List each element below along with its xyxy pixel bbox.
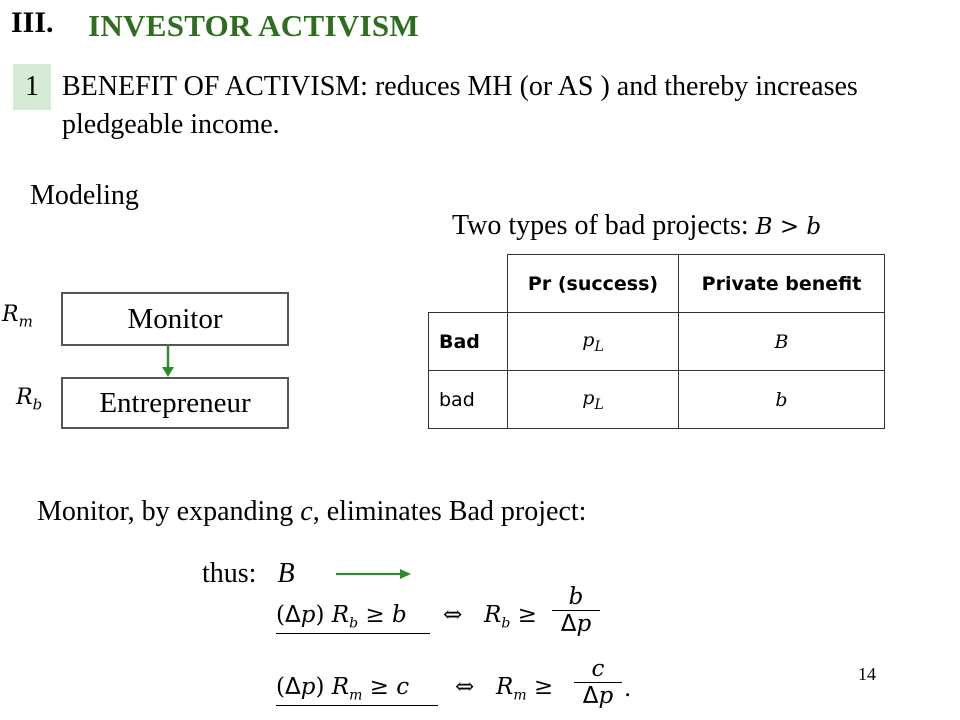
- monitor-statement: [37, 496, 586, 528]
- header-pr-success: Pr (success): [508, 255, 679, 313]
- monitor-statement-after: , eliminates Bad project:: [312, 496, 587, 527]
- rm-label: $R_m$: [2, 302, 33, 331]
- equation-2-rhs: $R_m$ ≥: [496, 674, 554, 704]
- cell-prob: $p_L$: [508, 371, 679, 429]
- thus-line: [202, 558, 295, 590]
- project-types-table: [428, 254, 885, 429]
- equation-1-numerator: b: [568, 584, 584, 610]
- entrepreneur-box: [61, 377, 289, 429]
- cell-prob: $p_L$: [508, 313, 679, 371]
- rb-label: $R_b$: [16, 385, 43, 414]
- modeling-label: Modeling: [30, 180, 139, 211]
- bad-project-types-line: [452, 210, 821, 242]
- equation-1-lhs: (Δp) $R_b \ge b$: [276, 602, 407, 632]
- row-label-bad-upper: Bad: [429, 313, 508, 371]
- equation-2-lhs: (Δp) $R_m \ge c$: [276, 674, 410, 704]
- cell-benefit: B: [679, 313, 885, 371]
- monitor-statement-var: c: [300, 496, 313, 527]
- equation-1-iff: ⇔: [443, 602, 463, 628]
- table-row: [429, 371, 885, 429]
- table-corner-cell: [429, 255, 508, 313]
- monitor-label: Monitor: [127, 303, 223, 335]
- section-number: III.: [11, 6, 54, 39]
- monitor-statement-before: Monitor, by expanding: [37, 496, 301, 527]
- equation-2-underline: [276, 705, 438, 706]
- entrepreneur-label: Entrepreneur: [99, 387, 251, 419]
- header-private-benefit: Private benefit: [679, 255, 885, 313]
- equation-2-period: .: [624, 676, 632, 702]
- cell-benefit: b: [679, 371, 885, 429]
- equation-1-underline: [276, 633, 430, 634]
- monitor-box: [61, 292, 289, 346]
- equation-1-denominator: Δp: [552, 610, 600, 637]
- page-number: 14: [858, 664, 876, 684]
- table-header-row: [429, 255, 885, 313]
- benefit-text: BENEFIT OF ACTIVISM: reduces MH (or AS ) and thereby increases pledgeable income.: [62, 71, 858, 140]
- bad-project-types-formula: B > b: [755, 214, 822, 240]
- equation-2-iff: ⇔: [455, 674, 475, 700]
- bad-project-types-text: Two types of bad projects:: [452, 210, 749, 241]
- equation-2-denominator: Δp: [574, 682, 622, 709]
- equation-1-rhs: $R_b$ ≥: [484, 602, 537, 632]
- equation-1-fraction: [552, 584, 600, 637]
- bullet-number-badge: 1: [13, 64, 51, 110]
- equation-2-numerator: c: [591, 656, 605, 682]
- thus-var: B: [277, 558, 295, 589]
- thus-arrow: [334, 565, 414, 585]
- equation-2-fraction: [574, 656, 622, 709]
- slide-title: INVESTOR ACTIVISM: [88, 8, 419, 43]
- monitor-to-entrepreneur-arrow: [155, 343, 185, 379]
- thus-label: thus:: [202, 558, 257, 589]
- table-row: [429, 313, 885, 371]
- row-label-bad-lower: bad: [429, 371, 508, 429]
